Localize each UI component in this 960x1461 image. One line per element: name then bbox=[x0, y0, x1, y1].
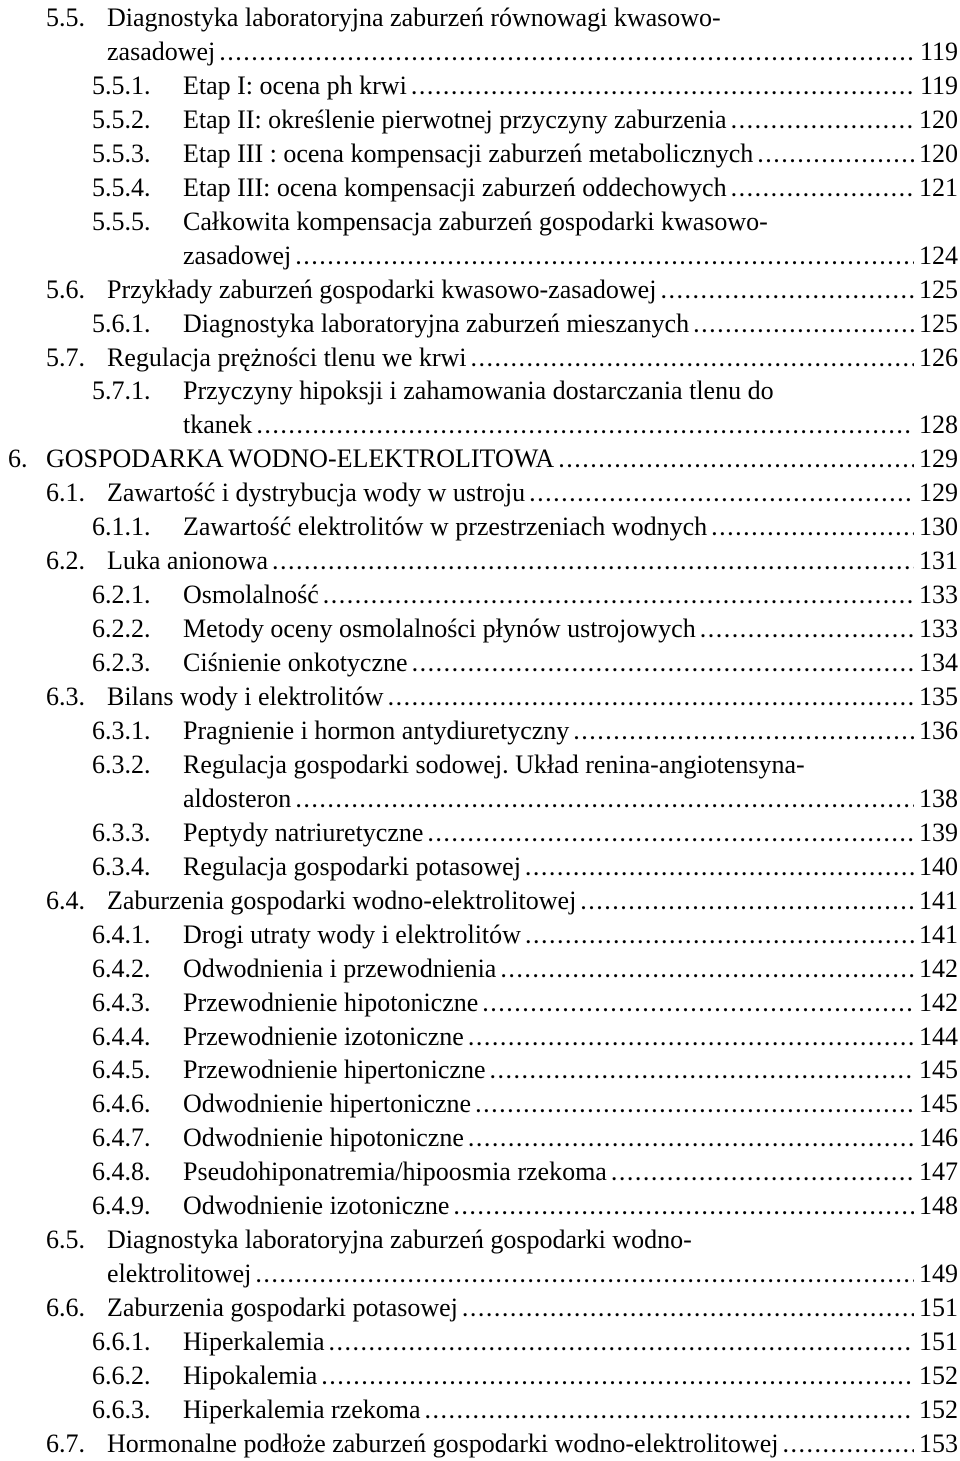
toc-entry-page: 145 bbox=[914, 1087, 958, 1121]
toc-entry-number: 6.3.3. bbox=[92, 817, 151, 847]
toc-entry-title: Zawartość i dystrybucja wody w ustroju . . . bbox=[107, 476, 958, 510]
toc-entry-title: zasadowej . . . bbox=[107, 35, 958, 69]
toc-entry-page: 142 bbox=[914, 952, 958, 986]
toc-entry-number: 6.7. bbox=[46, 1428, 85, 1458]
toc-entry[interactable] bbox=[46, 1, 958, 35]
toc-entry-title: Odwodnienia i przewodnienia . . . bbox=[183, 952, 958, 986]
toc-entry-number: 6.1.1. bbox=[92, 512, 151, 542]
toc-entry[interactable] bbox=[46, 35, 958, 69]
toc-entry-number: 6.4.2. bbox=[92, 953, 151, 983]
toc-entry-title: Zaburzenia gospodarki potasowej . . . bbox=[107, 1291, 958, 1325]
toc-entry-number: 6.6.3. bbox=[92, 1394, 151, 1424]
toc-entry-page: 151 bbox=[914, 1325, 958, 1359]
toc-entry-number: 6.4.3. bbox=[92, 987, 151, 1017]
toc-entry-page: 129 bbox=[914, 442, 958, 476]
toc-entry-title: Peptydy natriuretyczne . . . bbox=[183, 816, 958, 850]
toc-entry-number: 5.5.4. bbox=[92, 172, 151, 202]
toc-entry[interactable] bbox=[46, 884, 958, 918]
toc-entry-number: 5.5.1. bbox=[92, 70, 151, 100]
toc-entry-title: Regulacja gospodarki potasowej . . . bbox=[183, 850, 958, 884]
toc-entry-title: Przewodnienie izotoniczne . . . bbox=[183, 1020, 958, 1054]
toc-entry[interactable] bbox=[92, 374, 958, 408]
toc-entry-number: 5.6.1. bbox=[92, 308, 151, 338]
toc-entry-title: Przewodnienie hipotoniczne . . . bbox=[183, 986, 958, 1020]
toc-entry[interactable] bbox=[92, 1393, 958, 1427]
toc-entry-page: 140 bbox=[914, 850, 958, 884]
toc-entry-page: 141 bbox=[914, 884, 958, 918]
toc-entry[interactable] bbox=[92, 408, 958, 442]
toc-entry-number: 6.4.1. bbox=[92, 919, 151, 949]
toc-entry-number: 5.5.3. bbox=[92, 138, 151, 168]
toc-entry-number: 6.4. bbox=[46, 885, 85, 915]
toc-entry-title: Ciśnienie onkotyczne . . . bbox=[183, 646, 958, 680]
toc-entry-title: Hiperkalemia . . . bbox=[183, 1325, 958, 1359]
toc-entry-number: 5.7. bbox=[46, 342, 85, 372]
toc-entry-number: 6.3.2. bbox=[92, 749, 151, 779]
toc-entry-page: 141 bbox=[914, 918, 958, 952]
toc-entry-title: Hormonalne podłoże zaburzeń gospodarki wodno-elektrolitowej . . . bbox=[107, 1427, 958, 1461]
toc-entry-number: 6.4.7. bbox=[92, 1123, 151, 1153]
toc-entry-title: Odwodnienie hipertoniczne . . . bbox=[183, 1087, 958, 1121]
toc-entry-number: 6.4.6. bbox=[92, 1089, 151, 1119]
toc-entry[interactable] bbox=[92, 510, 958, 544]
toc-entry-page: 139 bbox=[914, 816, 958, 850]
toc-entry-title: tkanek . . . bbox=[183, 408, 958, 442]
toc-entry-number: 6.6.1. bbox=[92, 1327, 151, 1357]
toc-entry-page: 152 bbox=[914, 1359, 958, 1393]
toc-entry-page: 138 bbox=[914, 782, 958, 816]
toc-entry[interactable] bbox=[92, 782, 958, 816]
toc-entry-number: 6.2.2. bbox=[92, 614, 151, 644]
toc-entry-page: 119 bbox=[915, 35, 958, 69]
toc-entry[interactable] bbox=[92, 1121, 958, 1155]
toc-entry-title: Przewodnienie hipertoniczne . . . bbox=[183, 1053, 958, 1087]
toc-entry-page: 136 bbox=[914, 714, 958, 748]
toc-entry-title: zasadowej . . . bbox=[183, 239, 958, 273]
toc-entry-page: 135 bbox=[914, 680, 958, 714]
toc-entry-page: 120 bbox=[914, 137, 958, 171]
toc-entry[interactable] bbox=[92, 137, 958, 171]
toc-entry[interactable] bbox=[8, 442, 958, 476]
toc-entry-number: 5.5. bbox=[46, 3, 85, 32]
toc-entry-page: 119 bbox=[915, 69, 958, 103]
toc-entry[interactable] bbox=[46, 341, 958, 375]
toc-entry-title: Pseudohiponatremia/hipoosmia rzekoma . . . bbox=[183, 1155, 958, 1189]
toc-entry-number: 6.4.4. bbox=[92, 1021, 151, 1051]
toc-entry-page: 121 bbox=[914, 171, 958, 205]
toc-entry-page: 125 bbox=[914, 273, 958, 307]
toc-entry-title: Przyczyny hipoksji i zahamowania dostarczania tlenu do bbox=[183, 376, 774, 406]
toc-entry[interactable] bbox=[46, 1257, 958, 1291]
toc-entry-page: 149 bbox=[914, 1257, 958, 1291]
toc-entry-title: Diagnostyka laboratoryjna zaburzeń gospodarki wodno- bbox=[107, 1225, 692, 1255]
toc-entry[interactable] bbox=[92, 646, 958, 680]
toc-entry-page: 146 bbox=[914, 1121, 958, 1155]
toc-entry-title: Odwodnienie hipotoniczne . . . bbox=[183, 1121, 958, 1155]
toc-entry-page: 126 bbox=[914, 341, 958, 375]
toc-entry-page: 153 bbox=[914, 1427, 958, 1461]
toc-entry-title: Drogi utraty wody i elektrolitów . . . bbox=[183, 918, 958, 952]
toc-entry-title: Etap III: ocena kompensacji zaburzeń oddechowych . . . bbox=[183, 171, 958, 205]
toc-entry-number: 5.5.2. bbox=[92, 104, 151, 134]
toc-entry-page: 120 bbox=[914, 103, 958, 137]
toc-entry[interactable] bbox=[92, 239, 958, 273]
toc-entry-page: 124 bbox=[914, 239, 958, 273]
toc-entry[interactable] bbox=[46, 1223, 958, 1257]
toc-entry-number: 5.5.5. bbox=[92, 206, 151, 236]
toc-entry-page: 144 bbox=[914, 1020, 958, 1054]
toc-entry-number: 6.4.5. bbox=[92, 1055, 151, 1085]
toc-entry[interactable] bbox=[46, 1291, 958, 1325]
toc-entry-page: 148 bbox=[914, 1189, 958, 1223]
toc-entry-title: Hiperkalemia rzekoma . . . bbox=[183, 1393, 958, 1427]
toc-entry-page: 125 bbox=[914, 307, 958, 341]
toc-entry-number: 6.3. bbox=[46, 682, 85, 711]
toc-entry-number: 6.4.8. bbox=[92, 1157, 151, 1187]
toc-entry-page: 133 bbox=[914, 612, 958, 646]
toc-entry-title: Etap II: określenie pierwotnej przyczyny zaburzenia . . . bbox=[183, 103, 958, 137]
toc-entry[interactable] bbox=[92, 1155, 958, 1189]
toc-entry[interactable] bbox=[92, 205, 958, 239]
toc-entry-number: 6. bbox=[8, 444, 28, 474]
toc-entry-number: 6.6. bbox=[46, 1293, 85, 1323]
toc-entry-title: Hipokalemia . . . bbox=[183, 1359, 958, 1393]
toc-entry[interactable] bbox=[46, 476, 958, 510]
toc-entry-page: 142 bbox=[914, 986, 958, 1020]
toc-entry[interactable] bbox=[92, 1020, 958, 1054]
toc-entry-number: 6.3.4. bbox=[92, 851, 151, 881]
toc-entry-page: 152 bbox=[914, 1393, 958, 1427]
toc-entry-number: 6.4.9. bbox=[92, 1191, 151, 1221]
toc-entry-title: Zaburzenia gospodarki wodno-elektrolitowej . . . bbox=[107, 884, 958, 918]
toc-entry-title: Etap III : ocena kompensacji zaburzeń metabolicznych . . . bbox=[183, 137, 958, 171]
toc-entry-page: 145 bbox=[914, 1053, 958, 1087]
toc-entry-page: 147 bbox=[914, 1155, 958, 1189]
toc-entry[interactable] bbox=[92, 1053, 958, 1087]
toc-entry[interactable] bbox=[92, 103, 958, 137]
toc-entry[interactable] bbox=[92, 1087, 958, 1121]
toc-entry[interactable] bbox=[92, 918, 958, 952]
toc-entry-title: GOSPODARKA WODNO-ELEKTROLITOWA . . . bbox=[46, 442, 958, 476]
toc-entry[interactable] bbox=[46, 273, 958, 307]
toc-entry[interactable] bbox=[46, 544, 958, 578]
toc-entry-page: 129 bbox=[914, 476, 958, 510]
toc-entry[interactable] bbox=[92, 612, 958, 646]
toc-entry[interactable] bbox=[46, 680, 958, 714]
toc-entry-number: 6.2.1. bbox=[92, 580, 151, 610]
toc-entry-title: elektrolitowej . . . bbox=[107, 1257, 958, 1291]
toc-entry[interactable] bbox=[92, 1189, 958, 1223]
toc-entry-number: 6.3.1. bbox=[92, 715, 151, 745]
toc-entry[interactable] bbox=[92, 69, 958, 103]
toc-entry-number: 5.7.1. bbox=[92, 376, 151, 406]
toc-entry-title: Zawartość elektrolitów w przestrzeniach wodnych . . . bbox=[183, 510, 958, 544]
toc-entry[interactable] bbox=[92, 986, 958, 1020]
toc-entry-page: 133 bbox=[914, 578, 958, 612]
toc-entry[interactable] bbox=[92, 748, 958, 782]
toc-entry[interactable] bbox=[92, 952, 958, 986]
toc-entry-number: 6.2.3. bbox=[92, 648, 151, 678]
toc-entry-number: 6.6.2. bbox=[92, 1361, 151, 1390]
toc-entry[interactable] bbox=[92, 578, 958, 612]
toc-entry[interactable] bbox=[46, 1427, 958, 1461]
toc-entry-title: Bilans wody i elektrolitów . . . bbox=[107, 680, 958, 714]
toc-entry[interactable] bbox=[92, 714, 958, 748]
toc-entry-number: 6.1. bbox=[46, 478, 85, 508]
toc-entry-title: Całkowita kompensacja zaburzeń gospodarki kwasowo- bbox=[183, 206, 768, 236]
toc-entry-title: Etap I: ocena ph krwi . . . bbox=[183, 69, 958, 103]
toc-entry-page: 128 bbox=[914, 408, 958, 442]
toc-entry-title: Diagnostyka laboratoryjna zaburzeń mieszanych . . . bbox=[183, 307, 958, 341]
toc-entry-title: Regulacja gospodarki sodowej. Układ renina-angiotensyna- bbox=[183, 749, 805, 779]
toc-entry-title: Regulacja prężności tlenu we krwi . . . bbox=[107, 341, 958, 375]
toc-entry-title: Metody oceny osmolalności płynów ustrojowych . . . bbox=[183, 612, 958, 646]
toc-entry-number: 6.2. bbox=[46, 546, 85, 576]
toc-entry[interactable] bbox=[92, 171, 958, 205]
toc-entry-title: Luka anionowa . . . bbox=[107, 544, 958, 578]
toc-entry-title: aldosteron . . . bbox=[183, 782, 958, 816]
toc-entry-title: Osmolalność . . . bbox=[183, 578, 958, 612]
toc-entry[interactable] bbox=[92, 307, 958, 341]
toc-entry-title: Diagnostyka laboratoryjna zaburzeń równowagi kwasowo- bbox=[107, 3, 721, 32]
toc-entry-title: Pragnienie i hormon antydiuretyczny . . . bbox=[183, 714, 958, 748]
toc-entry-number: 6.5. bbox=[46, 1225, 85, 1255]
toc-entry[interactable] bbox=[92, 850, 958, 884]
toc-entry[interactable] bbox=[92, 816, 958, 850]
toc-entry[interactable] bbox=[92, 1325, 958, 1359]
toc-entry-page: 134 bbox=[914, 646, 958, 680]
toc-entry-page: 131 bbox=[914, 544, 958, 578]
toc-entry-number: 5.6. bbox=[46, 274, 85, 304]
toc-entry-page: 151 bbox=[914, 1291, 958, 1325]
toc-entry[interactable] bbox=[92, 1359, 958, 1393]
toc-entry-page: 130 bbox=[914, 510, 958, 544]
toc-entry-title: Przykłady zaburzeń gospodarki kwasowo-zasadowej . . . bbox=[107, 273, 958, 307]
toc-entry-title: Odwodnienie izotoniczne . . . bbox=[183, 1189, 958, 1223]
